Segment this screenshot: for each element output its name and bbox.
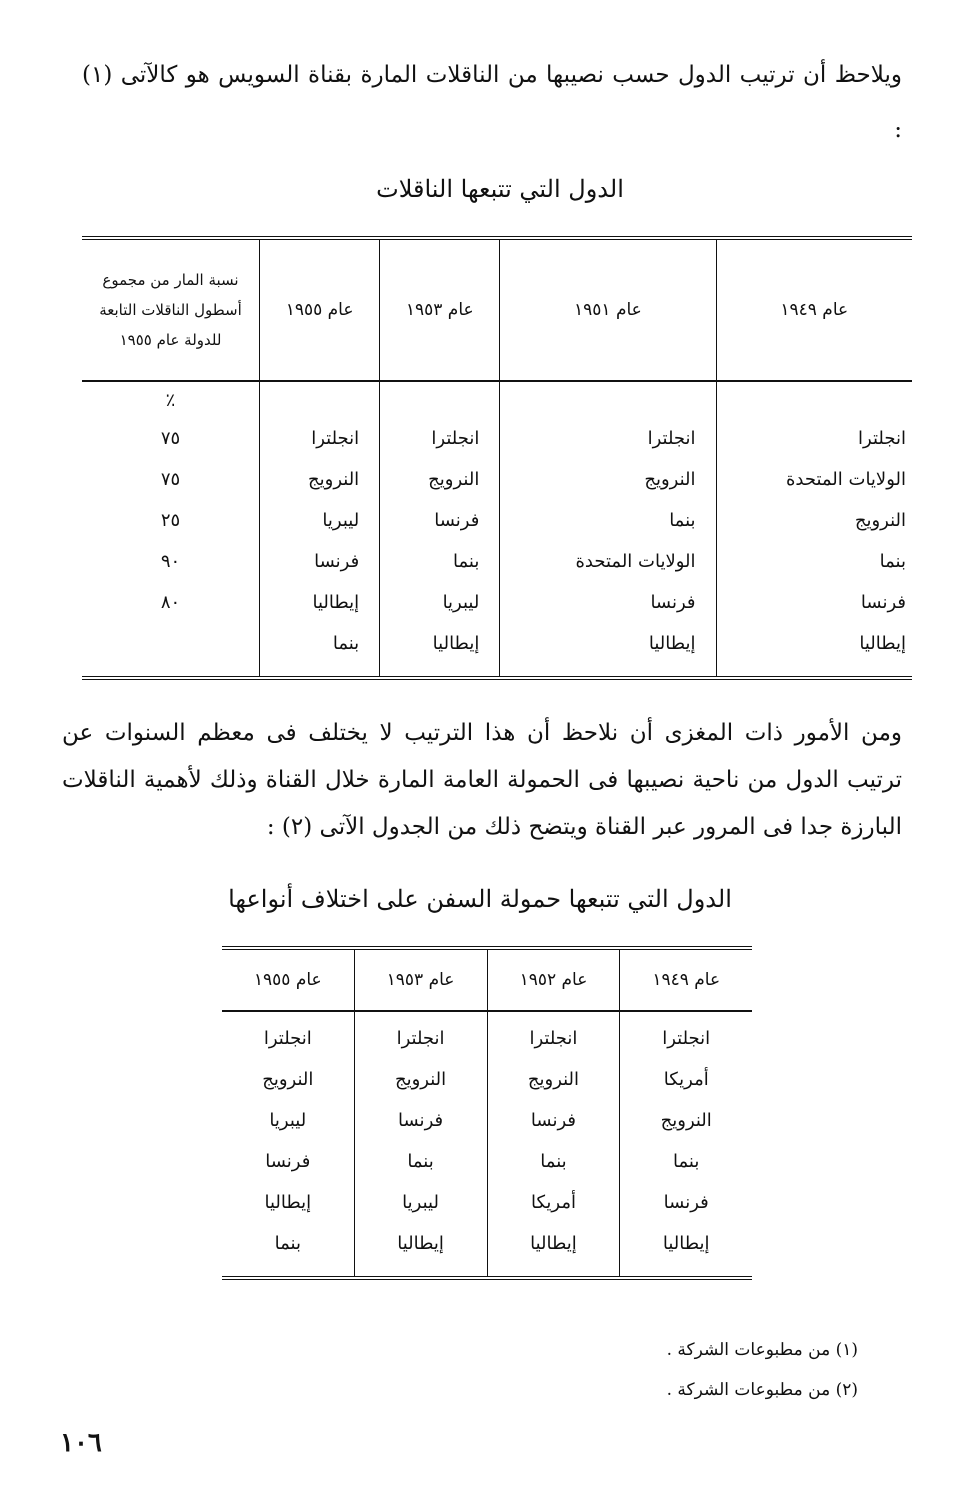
table-row bbox=[82, 418, 912, 459]
table-cell: إيطاليا bbox=[222, 1182, 354, 1223]
footnote-2: (٢) من مطبوعات الشركة . bbox=[666, 1380, 858, 1400]
table-cell: فرنسا bbox=[860, 592, 906, 613]
table-cell: أمريكا bbox=[487, 1182, 620, 1223]
table-cell: بنما bbox=[673, 1151, 700, 1172]
table-cell: بنما bbox=[260, 623, 380, 664]
table-row bbox=[82, 459, 912, 500]
table-cell: إيطاليا bbox=[500, 623, 716, 664]
footnotes bbox=[667, 1330, 858, 1410]
table1-header-percentage: نسبة المار من مجموع أسطول الناقلات التابعة للدولة عام ١٩٥٥ bbox=[82, 238, 260, 381]
table-row bbox=[222, 1059, 752, 1100]
table-cell: إيطاليا bbox=[354, 1223, 487, 1264]
table1-header-1951: عام ١٩٥١ bbox=[500, 238, 716, 381]
table-row bbox=[222, 1223, 752, 1264]
table-cell: إيطاليا bbox=[859, 633, 906, 654]
table-row bbox=[222, 1141, 752, 1182]
table-cell: ٩٠ bbox=[82, 541, 260, 582]
table-cell: فرنسا bbox=[500, 582, 716, 623]
table-cell: بنما bbox=[487, 1141, 620, 1182]
table-cell: فرنسا bbox=[222, 1141, 354, 1182]
table-cell: ٧٥ bbox=[82, 418, 260, 459]
intro-paragraph: ويلاحظ أن ترتيب الدول حسب نصيبها من الناقلات المارة بقناة السويس هو كالآتى (١) : bbox=[82, 62, 902, 143]
table-cell: فرنسا bbox=[260, 541, 380, 582]
table-cell: النرويج bbox=[660, 1110, 712, 1131]
table-cell: النرويج bbox=[500, 459, 716, 500]
table-row bbox=[222, 1182, 752, 1223]
table1-header-1955: عام ١٩٥٥ bbox=[260, 238, 380, 381]
table-cell: ٨٠ bbox=[82, 582, 260, 623]
table-cell: ليبريا bbox=[354, 1182, 487, 1223]
percent-sign: ٪ bbox=[82, 381, 260, 418]
middle-paragraph: ومن الأمور ذات المغزى أن نلاحظ أن هذا الترتيب لا يختلف فى معظم السنوات عن ترتيب الدول من ناحية نصيبها فى الحمولة العامة المارة خلال القناة وذلك لأهمية الناقلات البارزة جدا فى المرور عبر القناة ويتضح ذلك من الجدول الآتى (٢) : bbox=[62, 720, 902, 840]
table-cell: إيطاليا bbox=[380, 623, 500, 664]
table-cell: انجلترا bbox=[260, 418, 380, 459]
table2-header-1949: عام ١٩٤٩ bbox=[620, 948, 752, 1011]
table-cell: انجلترا bbox=[662, 1028, 711, 1049]
table1-percent-row bbox=[82, 381, 912, 418]
table-cell: ٧٥ bbox=[82, 459, 260, 500]
table-cell: ليبريا bbox=[222, 1100, 354, 1141]
table-cell: النرويج bbox=[260, 459, 380, 500]
table-cell: الولايات المتحدة bbox=[785, 469, 906, 490]
table-cell: النرويج bbox=[854, 510, 906, 531]
table2-caption: الدول التي تتبعها حمولة السفن على اختلاف أنواعها bbox=[228, 885, 732, 913]
table-cell: أمريكا bbox=[663, 1069, 709, 1090]
table-cell: بنما bbox=[354, 1141, 487, 1182]
table-cell: ليبريا bbox=[260, 500, 380, 541]
table-cell: بنما bbox=[222, 1223, 354, 1264]
table-cell: انجلترا bbox=[858, 428, 906, 449]
tonnage-ranking-table bbox=[222, 946, 752, 1280]
table-cell: انجلترا bbox=[487, 1011, 620, 1059]
table-cell: النرويج bbox=[222, 1059, 354, 1100]
table-row bbox=[82, 541, 912, 582]
table2-header-1955: عام ١٩٥٥ bbox=[222, 948, 354, 1011]
table-row bbox=[82, 500, 912, 541]
tanker-ranking-table bbox=[82, 236, 912, 680]
table-cell: النرويج bbox=[487, 1059, 620, 1100]
table2-header-1952: عام ١٩٥٢ bbox=[487, 948, 620, 1011]
table1-header-1949: عام ١٩٤٩ bbox=[716, 238, 912, 381]
table-cell: الولايات المتحدة bbox=[500, 541, 716, 582]
table-row bbox=[222, 1011, 752, 1059]
table-cell: انجلترا bbox=[222, 1011, 354, 1059]
table-cell: إيطاليا bbox=[487, 1223, 620, 1264]
table-cell: إيطاليا bbox=[662, 1233, 710, 1254]
table-cell: فرنسا bbox=[487, 1100, 620, 1141]
table-cell: إيطاليا bbox=[260, 582, 380, 623]
table-row bbox=[82, 582, 912, 623]
table-cell: النرويج bbox=[380, 459, 500, 500]
table-cell: فرنسا bbox=[663, 1192, 709, 1213]
table-cell: انجلترا bbox=[380, 418, 500, 459]
table-cell: فرنسا bbox=[354, 1100, 487, 1141]
table-cell: بنما bbox=[380, 541, 500, 582]
table-row bbox=[222, 1100, 752, 1141]
table-cell: فرنسا bbox=[380, 500, 500, 541]
table-cell bbox=[82, 623, 260, 664]
table-cell: ٢٥ bbox=[82, 500, 260, 541]
table1-header-row bbox=[82, 238, 912, 381]
table2-header-row bbox=[222, 948, 752, 1011]
table-cell: ليبريا bbox=[380, 582, 500, 623]
page-number: ١٠٦ bbox=[60, 1428, 102, 1458]
footnote-1: (١) من مطبوعات الشركة . bbox=[666, 1340, 858, 1360]
table1-caption: الدول التي تتبعها الناقلات bbox=[376, 175, 624, 203]
table2-header-1953: عام ١٩٥٣ bbox=[354, 948, 487, 1011]
table-cell: بنما bbox=[879, 551, 906, 572]
table-row bbox=[82, 623, 912, 664]
table-cell: النرويج bbox=[354, 1059, 487, 1100]
table-cell: بنما bbox=[500, 500, 716, 541]
table-cell: انجلترا bbox=[354, 1011, 487, 1059]
table1-header-1953: عام ١٩٥٣ bbox=[380, 238, 500, 381]
table-cell: انجلترا bbox=[500, 418, 716, 459]
